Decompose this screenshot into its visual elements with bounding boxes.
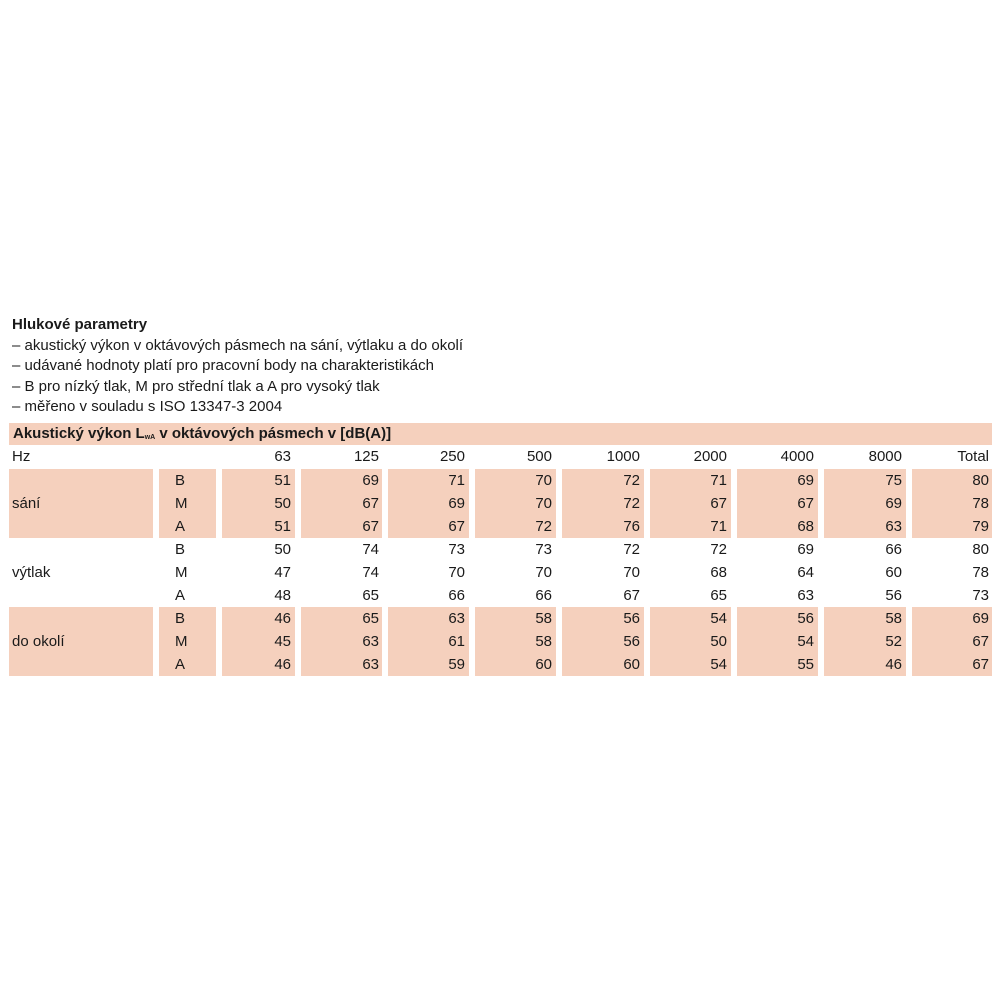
table-cell: 69: [797, 472, 814, 489]
table-cell: 47: [274, 564, 291, 581]
table-cell: 67: [797, 495, 814, 512]
table-title-subscript: wA: [144, 434, 156, 441]
table-cell: 74: [362, 564, 379, 581]
table-row: [9, 492, 992, 515]
table-title-text: Akustický výkon L: [13, 425, 145, 442]
table-cell: 68: [797, 518, 814, 535]
table-row: [9, 538, 992, 561]
table-row: [9, 561, 992, 584]
pressure-level: M: [175, 564, 188, 581]
table-row: [9, 584, 992, 607]
table-cell: 50: [710, 633, 727, 650]
table-cell: 54: [710, 610, 727, 627]
column-header: 500: [526, 448, 552, 465]
intro-line: – měřeno v souladu s ISO 13347-3 2004: [12, 398, 283, 415]
table-cell: 71: [710, 472, 727, 489]
table-cell: 79: [972, 518, 989, 535]
group-label: do okolí: [12, 633, 65, 650]
table-cell: 69: [972, 610, 989, 627]
table-cell: 69: [362, 472, 379, 489]
intro-line: – akustický výkon v oktávových pásmech na sání, výtlaku a do okolí: [12, 336, 464, 354]
table-cell: 65: [710, 587, 727, 604]
table-cell: 63: [797, 587, 814, 604]
table-title: [9, 423, 992, 445]
acoustic-power-table: [9, 423, 992, 676]
table-cell: 70: [448, 564, 465, 581]
column-header: 8000: [868, 448, 902, 465]
table-cell: 72: [710, 541, 727, 558]
group-label: sání: [12, 495, 41, 512]
table-cell: 63: [885, 518, 902, 535]
table-cell: 80: [972, 472, 989, 489]
row-group: [9, 607, 992, 676]
table-cell: 58: [885, 610, 902, 627]
row-group: [9, 469, 992, 538]
table-cell: 72: [535, 518, 552, 535]
table-cell: 63: [362, 633, 379, 650]
table-cell: 65: [362, 610, 379, 627]
hz-label: Hz: [12, 448, 31, 465]
table-cell: 50: [274, 495, 291, 512]
table-cell: 56: [623, 610, 640, 627]
table-cell: 55: [797, 656, 814, 673]
table-cell: 61: [448, 633, 465, 650]
table-cell: 46: [885, 656, 902, 673]
table-cell: 63: [448, 610, 465, 627]
table-cell: 72: [623, 541, 640, 558]
column-header: 63: [274, 448, 291, 465]
table-cell: 69: [885, 495, 902, 512]
table-cell: 78: [972, 495, 989, 512]
frequency-header-row: [9, 445, 992, 469]
table-cell: 54: [797, 633, 814, 650]
table-cell: 60: [623, 656, 640, 673]
column-header: 125: [353, 448, 379, 465]
row-group: [9, 538, 992, 607]
table-cell: 67: [972, 656, 989, 673]
table-cell: 70: [535, 472, 552, 489]
intro-line: – B pro nízký tlak, M pro střední tlak a A pro vysoký tlak: [12, 377, 380, 395]
table-cell: 71: [710, 518, 727, 535]
pressure-level: M: [175, 495, 188, 512]
table-cell: 66: [448, 587, 465, 604]
pressure-level: M: [175, 633, 188, 650]
group-label: výtlak: [12, 564, 51, 581]
intro-text: [12, 315, 463, 418]
table-cell: 67: [710, 495, 727, 512]
pressure-level: A: [175, 656, 186, 673]
column-header: 250: [439, 448, 465, 465]
table-cell: 66: [535, 587, 552, 604]
intro-line: – udávané hodnoty platí pro pracovní body na charakteristikách: [12, 357, 434, 374]
pressure-level: A: [175, 518, 186, 535]
table-cell: 67: [362, 495, 379, 512]
table-row: [9, 515, 992, 538]
table-cell: 52: [885, 633, 902, 650]
table-row: [9, 469, 992, 492]
table-cell: 74: [362, 541, 379, 558]
table-cell: 72: [623, 472, 640, 489]
table-cell: 72: [623, 495, 640, 512]
table-cell: 68: [710, 564, 727, 581]
table-cell: 80: [972, 541, 989, 558]
table-cell: 70: [535, 495, 552, 512]
table-cell: 73: [535, 541, 552, 558]
table-cell: 56: [797, 610, 814, 627]
table-cell: 64: [797, 564, 814, 581]
intro-heading: Hlukové parametry: [12, 316, 148, 333]
table-row: [9, 607, 992, 630]
table-cell: 54: [710, 656, 727, 673]
table-cell: 65: [362, 587, 379, 604]
table-cell: 45: [274, 633, 291, 650]
table-cell: 50: [274, 541, 291, 558]
table-cell: 60: [885, 564, 902, 581]
table-cell: 63: [362, 656, 379, 673]
table-row: [9, 630, 992, 653]
table-cell: 67: [623, 587, 640, 604]
table-cell: 51: [274, 472, 291, 489]
table-cell: 73: [972, 587, 989, 604]
pressure-level: B: [175, 472, 186, 489]
table-row: [9, 653, 992, 676]
table-title-text: v oktávových pásmech v [dB(A)]: [155, 425, 392, 442]
table-cell: 58: [535, 610, 552, 627]
table-cell: 67: [972, 633, 989, 650]
column-header: 2000: [693, 448, 727, 465]
table-cell: 58: [535, 633, 552, 650]
table-cell: 78: [972, 564, 989, 581]
table-cell: 59: [448, 656, 465, 673]
table-cell: 71: [448, 472, 465, 489]
table-cell: 51: [274, 518, 291, 535]
table-cell: 67: [448, 518, 465, 535]
table-cell: 48: [274, 587, 291, 604]
table-cell: 66: [885, 541, 902, 558]
pressure-level: A: [175, 587, 186, 604]
table-cell: 70: [623, 564, 640, 581]
table-cell: 56: [885, 587, 902, 604]
table-cell: 46: [274, 656, 291, 673]
table-cell: 69: [797, 541, 814, 558]
column-header: 1000: [606, 448, 640, 465]
table-cell: 75: [885, 472, 902, 489]
pressure-level: B: [175, 610, 186, 627]
table-cell: 70: [535, 564, 552, 581]
table-cell: 56: [623, 633, 640, 650]
table-cell: 60: [535, 656, 552, 673]
column-header: 4000: [780, 448, 814, 465]
table-cell: 73: [448, 541, 465, 558]
table-cell: 67: [362, 518, 379, 535]
table-body: [9, 469, 992, 676]
pressure-level: B: [175, 541, 186, 558]
table-cell: 76: [623, 518, 640, 535]
table-cell: 46: [274, 610, 291, 627]
column-header: Total: [957, 448, 989, 465]
table-cell: 69: [448, 495, 465, 512]
